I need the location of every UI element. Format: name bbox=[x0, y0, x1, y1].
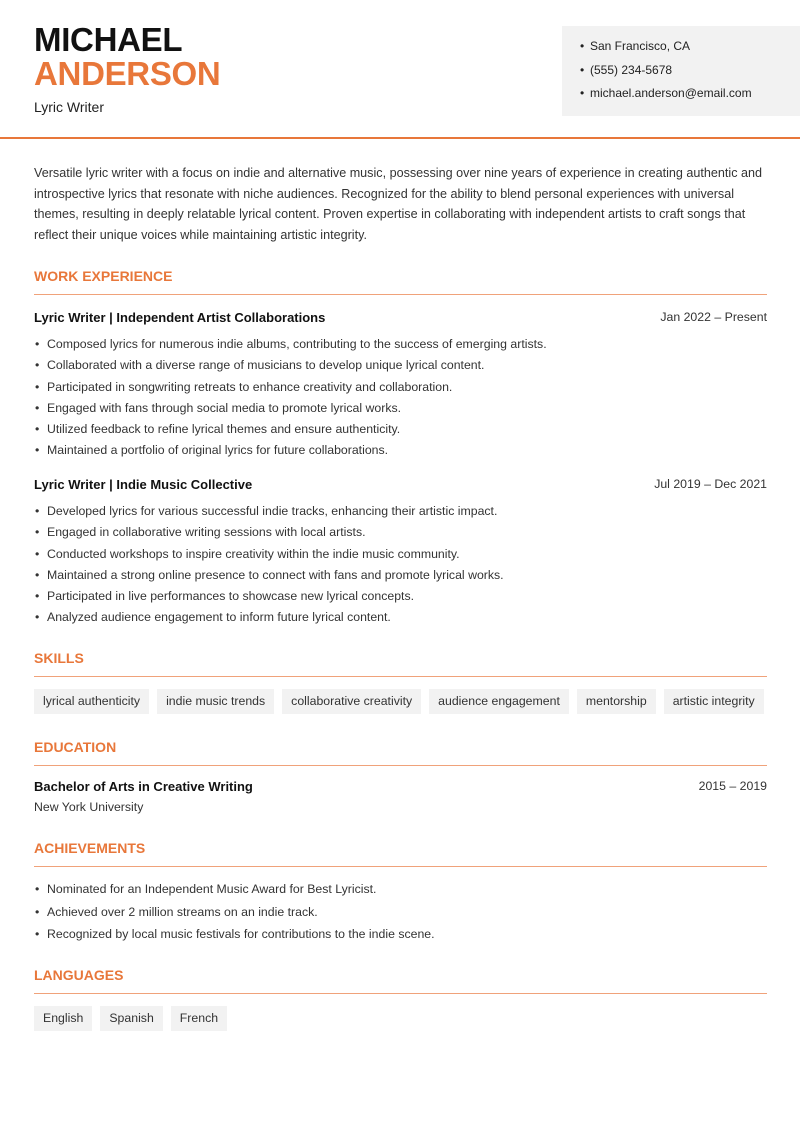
professional-summary: Versatile lyric writer with a focus on indie and alternative music, possessing over nine years of experience in creating authentic and introspective lyrics that resonate with niche audiences. Recognized for the ability to blend personal experiences with universal themes, resulting in deeply relatable lyrical content. Proven expertise in collaborating with independent artists to craft songs that reflect their unique voices while maintaining artistic integrity. bbox=[34, 166, 763, 242]
contact-phone: • (555) 234-5678 bbox=[580, 61, 800, 85]
language-chip: English bbox=[34, 1006, 92, 1031]
list-item: • Participated in live performances to showcase new lyrical concepts. bbox=[34, 588, 764, 609]
list-item: • Composed lyrics for numerous indie albums, contributing to the success of emerging artists. bbox=[34, 336, 764, 357]
section-title-achievements: ACHIEVEMENTS bbox=[34, 840, 767, 867]
contact-location: • San Francisco, CA bbox=[580, 37, 800, 61]
list-item: • Collaborated with a diverse range of musicians to develop unique lyrical content. bbox=[34, 357, 764, 378]
contact-email: • michael.anderson@email.com bbox=[580, 84, 800, 108]
section-title-languages: LANGUAGES bbox=[34, 967, 767, 994]
skill-chip: audience engagement bbox=[429, 689, 569, 714]
first-name: MICHAEL bbox=[34, 21, 183, 58]
list-item: • Engaged in collaborative writing sessions with local artists. bbox=[34, 524, 764, 545]
list-item: • Utilized feedback to refine lyrical themes and ensure authenticity. bbox=[34, 421, 764, 442]
skill-chip: artistic integrity bbox=[664, 689, 764, 714]
section-title-work: WORK EXPERIENCE bbox=[34, 268, 767, 295]
skill-chip: collaborative creativity bbox=[282, 689, 421, 714]
language-chip: French bbox=[171, 1006, 227, 1031]
skill-chip: indie music trends bbox=[157, 689, 274, 714]
list-item: • Achieved over 2 million streams on an indie track. bbox=[34, 904, 764, 927]
list-item: • Recognized by local music festivals for contributions to the indie scene. bbox=[34, 926, 764, 949]
school-name: New York University bbox=[34, 800, 144, 814]
languages-list bbox=[34, 1006, 227, 1031]
job-title: Lyric Writer | Independent Artist Collaborations bbox=[34, 310, 326, 325]
last-name: ANDERSON bbox=[34, 55, 221, 92]
job-date: Jul 2019 – Dec 2021 bbox=[654, 477, 767, 491]
section-title-education: EDUCATION bbox=[34, 739, 767, 766]
job-role: Lyric Writer bbox=[34, 99, 104, 115]
list-item: • Engaged with fans through social media to promote lyrical works. bbox=[34, 400, 764, 421]
achievements-list bbox=[34, 881, 764, 949]
list-item: • Analyzed audience engagement to inform future lyrical content. bbox=[34, 609, 764, 630]
job-title: Lyric Writer | Indie Music Collective bbox=[34, 477, 253, 492]
resume-header bbox=[0, 0, 800, 139]
list-item: • Developed lyrics for various successful indie tracks, enhancing their artistic impact. bbox=[34, 503, 764, 524]
contact-box bbox=[562, 26, 800, 116]
section-title-skills: SKILLS bbox=[34, 650, 767, 677]
job-bullets bbox=[34, 503, 764, 631]
job-bullets bbox=[34, 336, 764, 464]
list-item: • Participated in songwriting retreats to enhance creativity and collaboration. bbox=[34, 379, 764, 400]
skill-chip: lyrical authenticity bbox=[34, 689, 149, 714]
candidate-name bbox=[34, 23, 220, 91]
education-date: 2015 – 2019 bbox=[698, 779, 767, 793]
skill-chip: mentorship bbox=[577, 689, 656, 714]
skills-list bbox=[34, 689, 764, 714]
language-chip: Spanish bbox=[100, 1006, 162, 1031]
degree-title: Bachelor of Arts in Creative Writing bbox=[34, 779, 253, 794]
list-item: • Conducted workshops to inspire creativity within the indie music community. bbox=[34, 546, 764, 567]
list-item: • Maintained a portfolio of original lyrics for future collaborations. bbox=[34, 442, 764, 463]
list-item: • Maintained a strong online presence to connect with fans and promote lyrical works. bbox=[34, 567, 764, 588]
list-item: • Nominated for an Independent Music Award for Best Lyricist. bbox=[34, 881, 764, 904]
job-date: Jan 2022 – Present bbox=[660, 310, 767, 324]
